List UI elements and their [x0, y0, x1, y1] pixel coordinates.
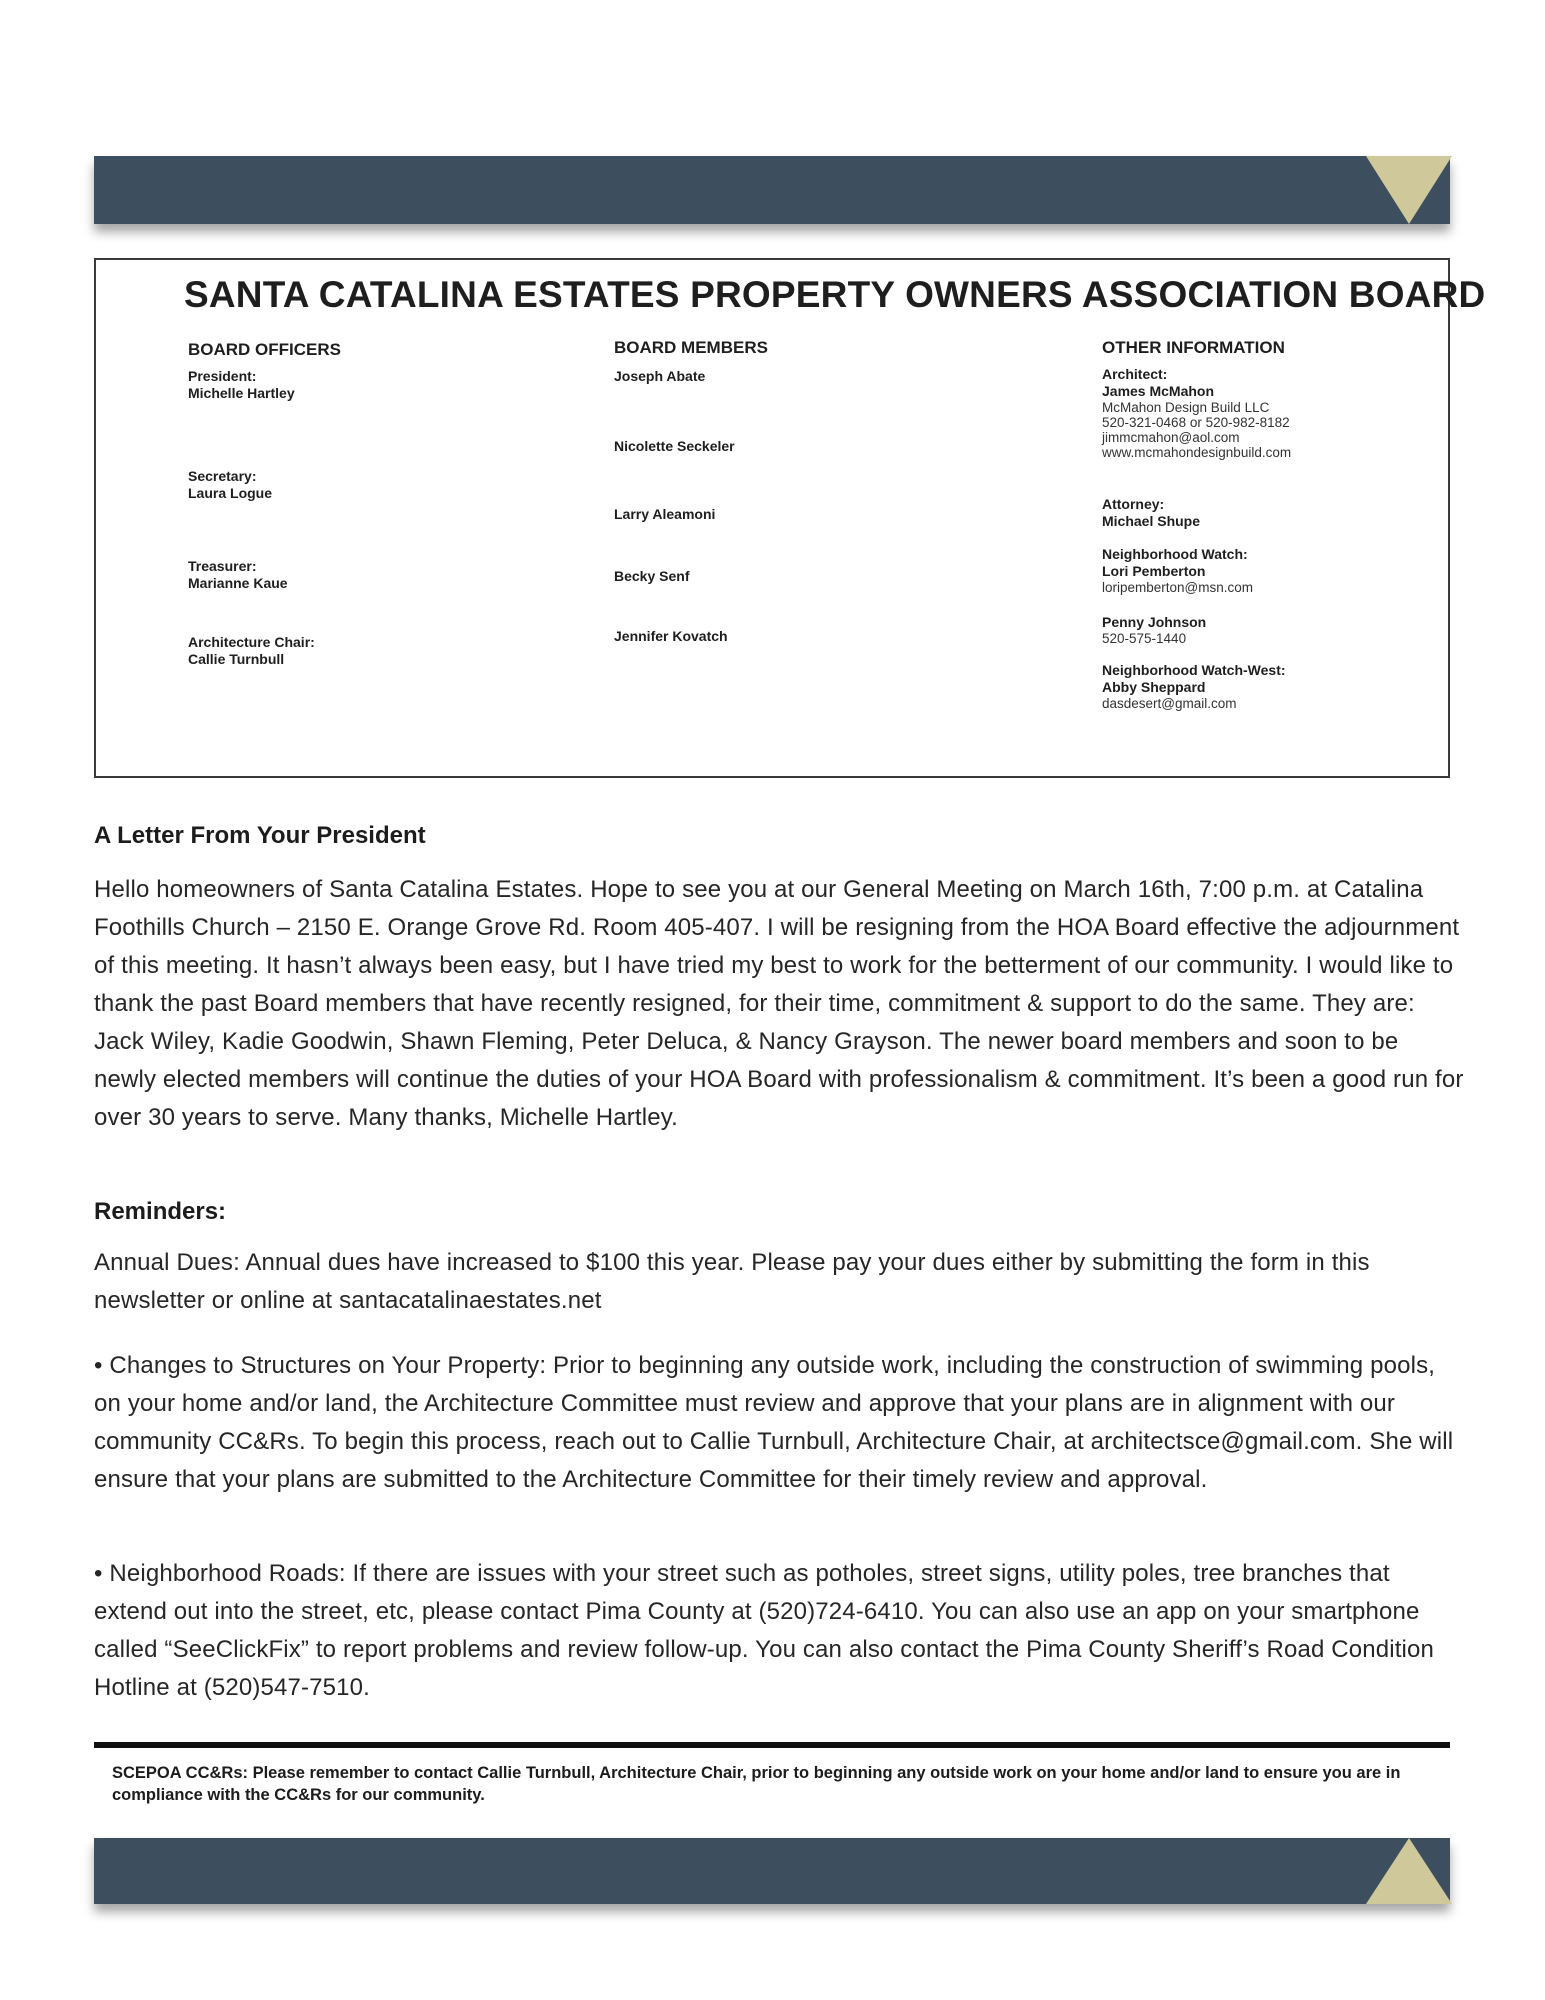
officer-name: Laura Logue	[188, 485, 273, 501]
band-accent-triangle	[1366, 156, 1452, 224]
contact-role: Neighborhood Watch:	[1102, 546, 1248, 562]
board-members-column	[614, 338, 974, 758]
letter-heading: A Letter From Your President	[94, 822, 426, 849]
board-member	[614, 368, 705, 385]
board-title: SANTA CATALINA ESTATES PROPERTY OWNERS ASSOCIATION BOARD	[184, 274, 1486, 315]
footer-band	[94, 1838, 1450, 1904]
board-officers-heading: BOARD OFFICERS	[188, 340, 341, 359]
neighborhood-watch-entry	[1102, 546, 1253, 595]
attorney-entry	[1102, 496, 1200, 530]
member-name: Joseph Abate	[614, 368, 706, 384]
reminder-annual-dues: Annual Dues: Annual dues have increased to $100 this year. Please pay your dues either by submitting the form in this newsletter or online at santacatalinaestates.net	[94, 1249, 1370, 1314]
officer-secretary	[188, 468, 272, 502]
board-officers-column	[188, 340, 548, 760]
member-name: Becky Senf	[614, 568, 690, 584]
officer-treasurer	[188, 558, 288, 592]
officer-role: Architecture Chair:	[188, 634, 315, 650]
section-divider	[94, 1742, 1450, 1748]
band-accent-triangle	[1366, 1838, 1452, 1904]
contact-phone: 520-321-0468 or 520-982-8182	[1102, 415, 1290, 430]
ccrs-footer-note: SCEPOA CC&Rs: Please remember to contact Callie Turnbull, Architecture Chair, prior to beginning any outside work on your home and/or land to ensure you are in compliance with the CC&Rs for our community.	[112, 1764, 1401, 1804]
board-member	[614, 568, 689, 585]
member-name: Larry Aleamoni	[614, 506, 716, 522]
officer-role: President:	[188, 368, 257, 384]
reminders-heading: Reminders:	[94, 1198, 227, 1225]
header-band	[94, 156, 1450, 224]
other-information-column	[1102, 338, 1432, 768]
other-information-heading: OTHER INFORMATION	[1102, 338, 1285, 357]
officer-name: Callie Turnbull	[188, 651, 285, 667]
officer-name: Marianne Kaue	[188, 575, 288, 591]
board-members-heading: BOARD MEMBERS	[614, 338, 768, 357]
officer-role: Secretary:	[188, 468, 257, 484]
contact-name: Lori Pemberton	[1102, 563, 1206, 579]
contact-email[interactable]: jimmcmahon@aol.com	[1102, 430, 1240, 445]
officer-name: Michelle Hartley	[188, 385, 295, 401]
board-info-box	[94, 258, 1486, 778]
reminder-structures: • Changes to Structures on Your Property: Prior to beginning any outside work, including the construction of swimming pools, on your home and/or land, the Architecture Committee must review and approve that your plans are in alignment with our community CC&Rs. To begin this process, reach out to Callie Turnbull, Architecture Chair, at architectsce@gmail.com. She will ensure that your plans are submitted to the Architecture Committee for their timely review and approval.	[94, 1352, 1454, 1493]
contact-name: Michael Shupe	[1102, 513, 1201, 529]
contact-website[interactable]: www.mcmahondesignbuild.com	[1102, 445, 1292, 460]
board-member	[614, 506, 715, 523]
contact-phone: 520-575-1440	[1102, 631, 1187, 646]
contact-email[interactable]: dasdesert@gmail.com	[1102, 696, 1237, 711]
board-member	[614, 628, 728, 645]
contact-name: James McMahon	[1102, 383, 1215, 399]
member-name: Nicolette Seckeler	[614, 438, 735, 454]
letter-body: Hello homeowners of Santa Catalina Estates. Hope to see you at our General Meeting on March 16th, 7:00 p.m. at Catalina Foothills Church – 2150 E. Orange Grove Rd. Room 405-407. I will be resigning from the HOA Board effective the adjournment of this meeting. It hasn’t always been easy, but I have tried my best to work for the betterment of our community. I would like to thank the past Board members that have recently resigned, for their time, commitment & support to do the same. They are: Jack Wiley, Kadie Goodwin, Shawn Fleming, Peter Deluca, & Nancy Grayson. The newer board members and soon to be newly elected members will continue the duties of your HOA Board with professionalism & commitment. It’s been a good run for over 30 years to serve. Many thanks, Michelle Hartley.	[94, 876, 1464, 1131]
contact-role: Attorney:	[1102, 496, 1165, 512]
neighborhood-watch-entry-2	[1102, 614, 1206, 646]
reminder-roads: • Neighborhood Roads: If there are issues with your street such as potholes, street signs, utility poles, tree branches that extend out into the street, etc, please contact Pima County at (520)724-6410. You can also use an app on your smartphone called “SeeClickFix” to report problems and review follow-up. You can also contact the Pima County Sheriff’s Road Condition Hotline at (520)547-7510.	[94, 1560, 1435, 1701]
contact-name: Penny Johnson	[1102, 614, 1207, 630]
board-member	[614, 438, 735, 455]
contact-role: Neighborhood Watch-West:	[1102, 662, 1286, 678]
contact-role: Architect:	[1102, 366, 1168, 382]
contact-name: Abby Sheppard	[1102, 679, 1206, 695]
neighborhood-watch-west-entry	[1102, 662, 1286, 711]
contact-company: McMahon Design Build LLC	[1102, 400, 1270, 415]
architect-entry	[1102, 366, 1291, 460]
officer-president	[188, 368, 295, 402]
contact-email[interactable]: loripemberton@msn.com	[1102, 580, 1254, 595]
officer-role: Treasurer:	[188, 558, 257, 574]
officer-architecture-chair	[188, 634, 315, 668]
member-name: Jennifer Kovatch	[614, 628, 728, 644]
